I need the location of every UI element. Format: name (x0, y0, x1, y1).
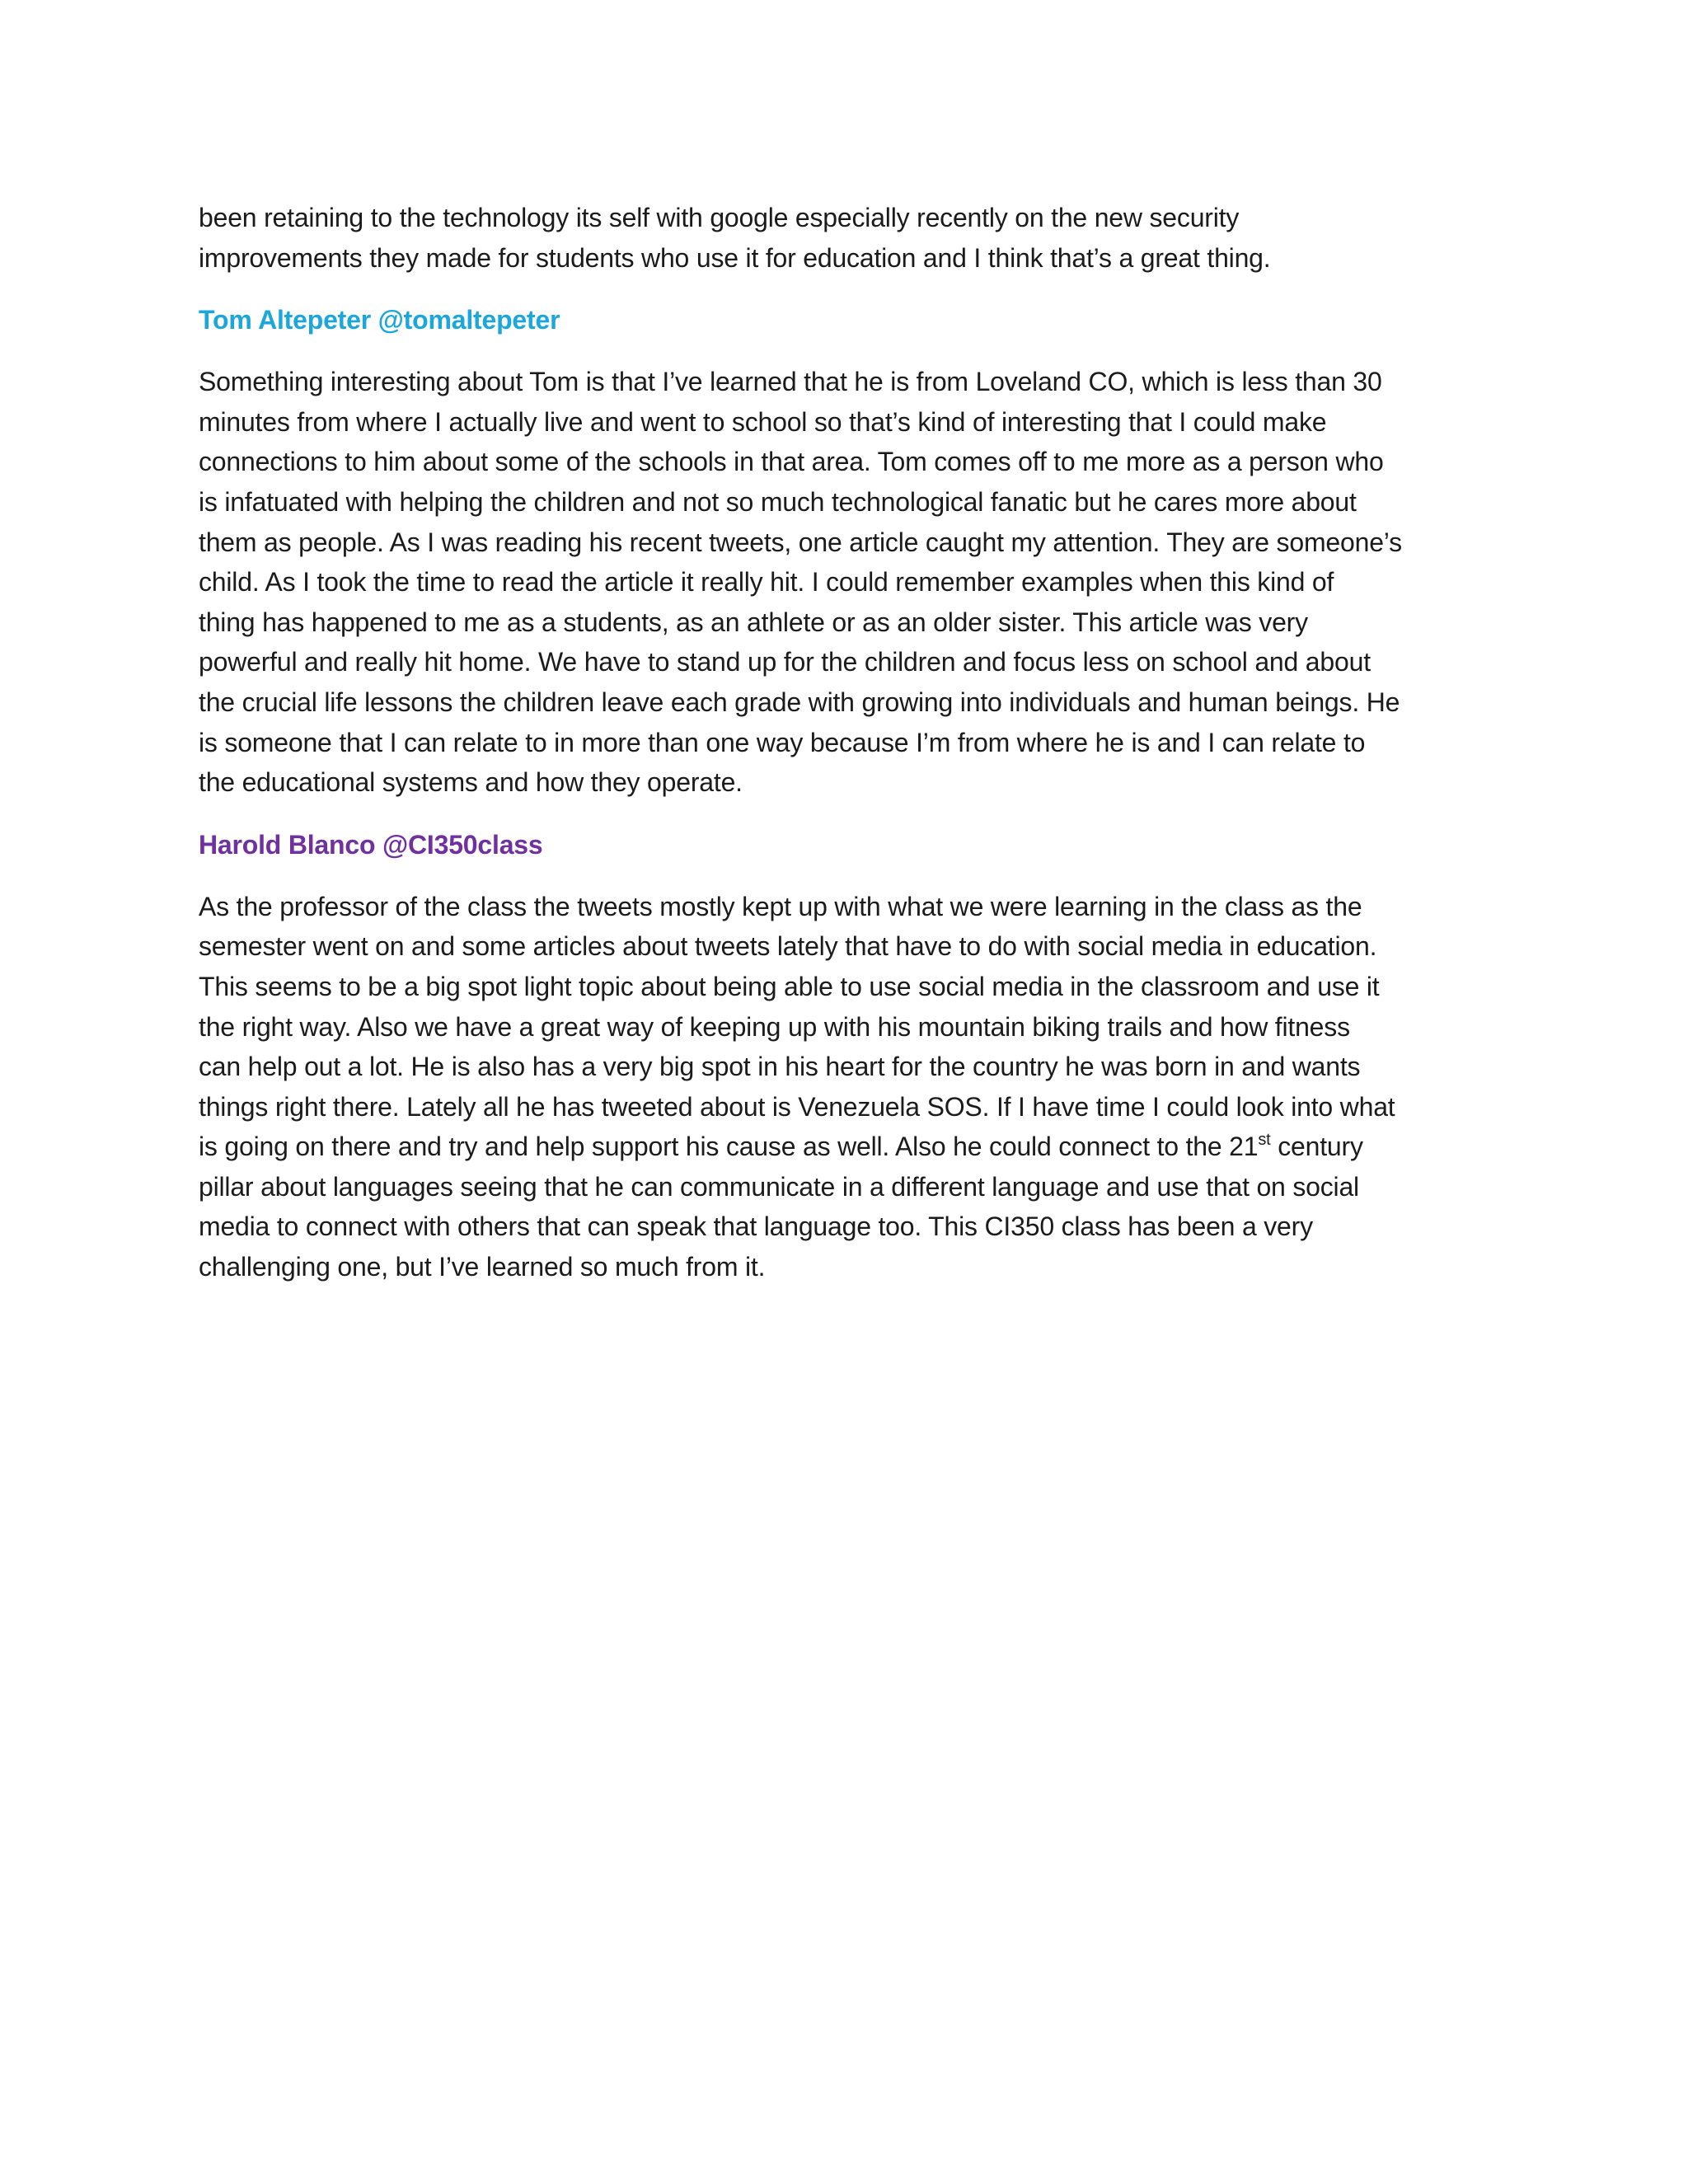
paragraph-line: minutes from where I actually live and went to school so that’s kind of interesting that I could make (199, 406, 1327, 437)
paragraph-line: them as people. As I was reading his recent tweets, one article caught my attention. They are someone’s (199, 527, 1402, 557)
paragraph-line: child. As I took the time to read the article it really hit. I could remember examples when this kind of (199, 567, 1334, 598)
paragraph-line: thing has happened to me as a students, as an athlete or as an older sister. This article was very (199, 607, 1308, 637)
paragraph-line: Something interesting about Tom is that I’ve learned that he is from Loveland CO, which is less than 30 (199, 367, 1382, 397)
paragraph-line: connections to him about some of the schools in that area. Tom comes off to me more as a person who (199, 447, 1384, 477)
line-text-before: is going on there and try and help support his cause as well. Also he could connect to the 21 (199, 1132, 1259, 1162)
paragraph-line: been retaining to the technology its self with google especially recently on the new security (199, 203, 1240, 232)
document-body (199, 198, 1501, 1310)
paragraph-line: things right there. Lately all he has tweeted about is Venezuela SOS. If I have time I could look into what (199, 1091, 1395, 1122)
ordinal-superscript: st (1258, 1131, 1271, 1150)
paragraph-line: media to connect with others that can speak that language too. This CI350 class has been a very (199, 1212, 1313, 1242)
line-text-after: century (1270, 1132, 1363, 1162)
paragraph-line: the crucial life lessons the children leave each grade with growing into individuals and human beings. He (199, 687, 1400, 717)
paragraph-line: pillar about languages seeing that he can communicate in a different language and use that on social (199, 1171, 1359, 1202)
paragraph-line: the right way. Also we have a great way of keeping up with his mountain biking trails and how fitness (199, 1011, 1350, 1042)
paragraph-line: powerful and really hit home. We have to stand up for the children and focus less on school and about (199, 647, 1371, 677)
paragraph-line: is infatuated with helping the children and not so much technological fanatic but he cares more about (199, 486, 1357, 517)
section-paragraph-harold-blanco (199, 887, 1501, 1287)
paragraph-line: can help out a lot. He is also has a very big spot in his heart for the country he was born in and wants (199, 1052, 1361, 1082)
section-heading-harold-blanco: Harold Blanco @CI350class (199, 829, 543, 860)
paragraph-line: is someone that I can relate to in more than one way because I’m from where he is and I can relate to (199, 727, 1366, 757)
paragraph-line: This seems to be a big spot light topic about being able to use social media in the classroom and use it (199, 971, 1380, 1001)
paragraph-line: improvements they made for students who use it for education and I think that’s a great thing. (199, 242, 1271, 273)
paragraph-line: semester went on and some articles about tweets lately that have to do with social media in education. (199, 931, 1377, 962)
intro-paragraph (199, 198, 1501, 278)
paragraph-line: the educational systems and how they operate. (199, 767, 743, 798)
paragraph-line: challenging one, but I’ve learned so much from it. (199, 1252, 766, 1282)
paragraph-line-with-superscript (199, 1127, 1501, 1167)
section-heading-tom-altepeter: Tom Altepeter @tomaltepeter (199, 305, 560, 335)
paragraph-line: As the professor of the class the tweets mostly kept up with what we were learning in the class as the (199, 891, 1362, 921)
section-paragraph-tom-altepeter (199, 362, 1501, 803)
